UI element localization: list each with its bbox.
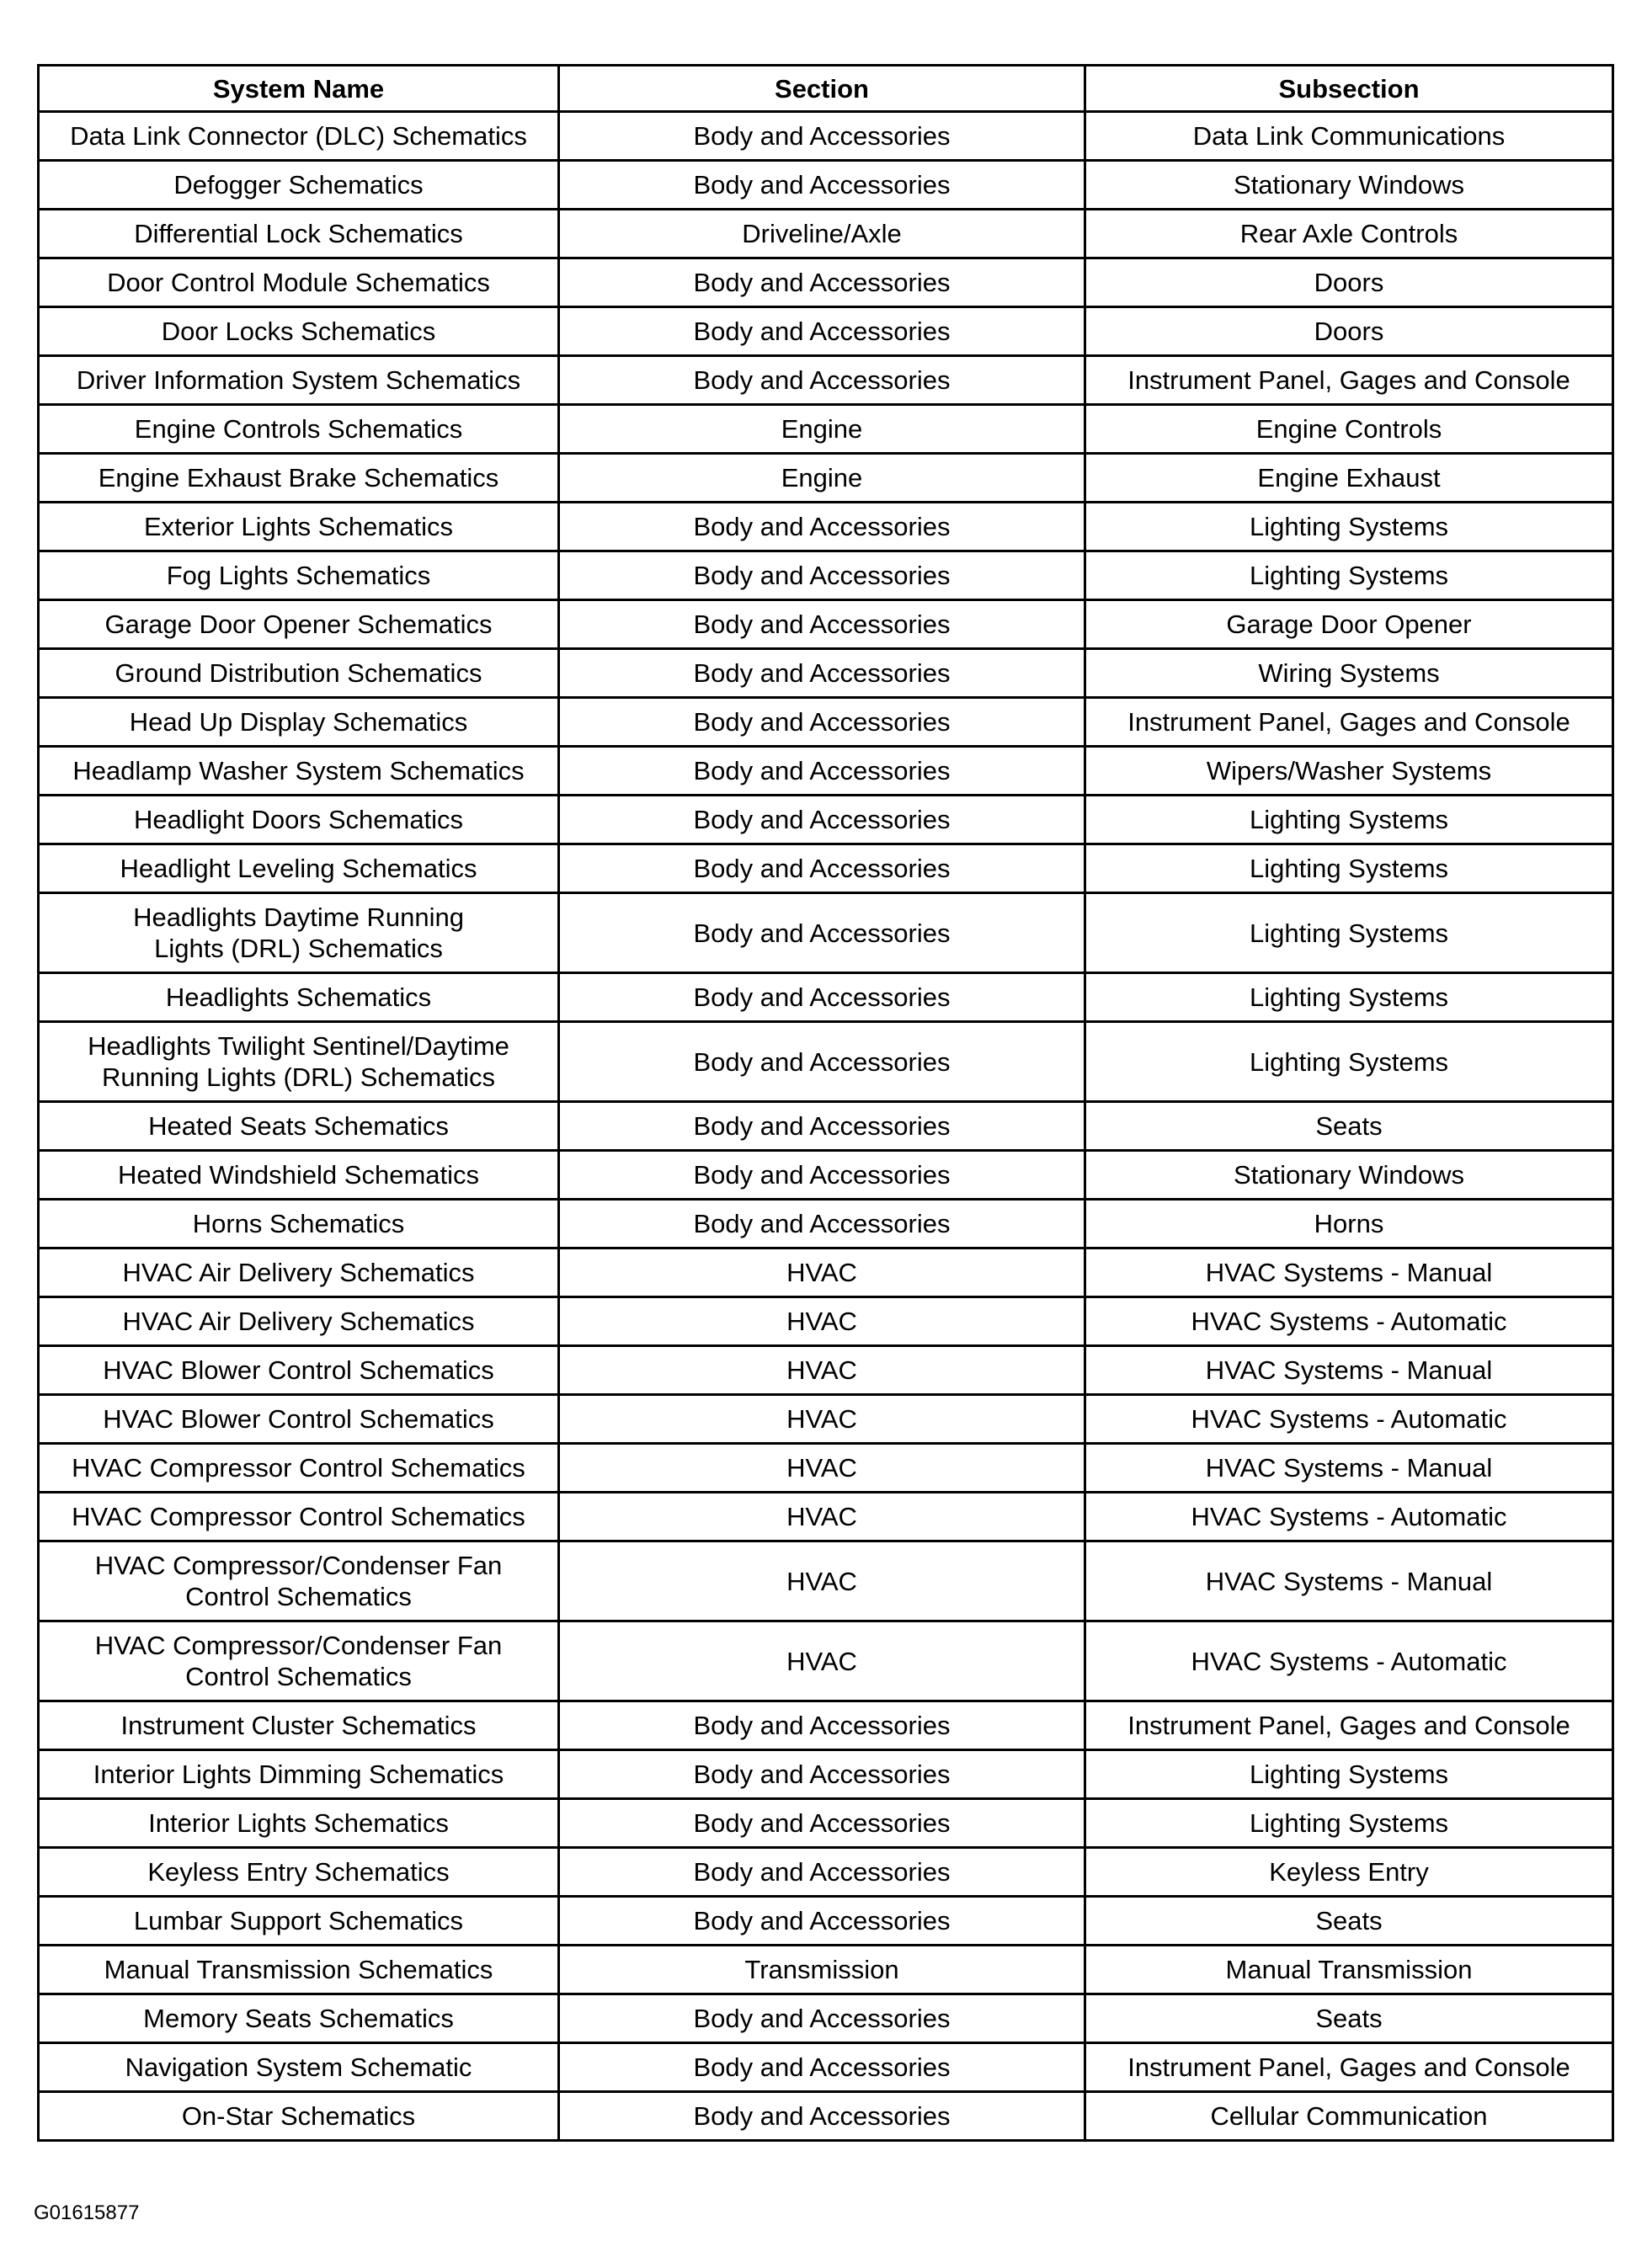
cell-section: Driveline/Axle bbox=[559, 210, 1085, 258]
cell-subsection: Lighting Systems bbox=[1085, 1799, 1613, 1848]
table-row bbox=[39, 405, 1613, 454]
cell-subsection: Seats bbox=[1085, 1994, 1613, 2043]
cell-section: Body and Accessories bbox=[559, 1102, 1085, 1151]
figure-code: G01615877 bbox=[34, 2201, 140, 2224]
header-subsection: Subsection bbox=[1085, 66, 1613, 112]
table-row bbox=[39, 1994, 1613, 2043]
cell-system-name: Ground Distribution Schematics bbox=[39, 649, 559, 698]
cell-subsection: HVAC Systems - Manual bbox=[1085, 1346, 1613, 1395]
table-row bbox=[39, 1444, 1613, 1493]
cell-section: Body and Accessories bbox=[559, 698, 1085, 747]
cell-system-name: HVAC Compressor/Condenser Fan Control Schematics bbox=[39, 1621, 559, 1701]
cell-subsection: Lighting Systems bbox=[1085, 551, 1613, 600]
table-row bbox=[39, 1346, 1613, 1395]
cell-section: Body and Accessories bbox=[559, 1994, 1085, 2043]
cell-system-name: Door Control Module Schematics bbox=[39, 258, 559, 307]
cell-system-name: HVAC Air Delivery Schematics bbox=[39, 1248, 559, 1297]
cell-section: HVAC bbox=[559, 1395, 1085, 1444]
cell-section: HVAC bbox=[559, 1297, 1085, 1346]
cell-section: Engine bbox=[559, 454, 1085, 503]
cell-subsection: Wipers/Washer Systems bbox=[1085, 747, 1613, 796]
header-row bbox=[39, 66, 1613, 112]
cell-section: Body and Accessories bbox=[559, 2043, 1085, 2092]
cell-section: Body and Accessories bbox=[559, 307, 1085, 356]
schematics-table-container bbox=[37, 64, 1612, 2142]
cell-subsection: Engine Exhaust bbox=[1085, 454, 1613, 503]
cell-subsection: Lighting Systems bbox=[1085, 893, 1613, 973]
cell-section: Body and Accessories bbox=[559, 973, 1085, 1022]
cell-subsection: Lighting Systems bbox=[1085, 1750, 1613, 1799]
table-row bbox=[39, 551, 1613, 600]
cell-section: HVAC bbox=[559, 1541, 1085, 1621]
cell-system-name: Memory Seats Schematics bbox=[39, 1994, 559, 2043]
cell-system-name: Door Locks Schematics bbox=[39, 307, 559, 356]
cell-system-name: Headlamp Washer System Schematics bbox=[39, 747, 559, 796]
cell-system-name: Navigation System Schematic bbox=[39, 2043, 559, 2092]
cell-subsection: HVAC Systems - Automatic bbox=[1085, 1395, 1613, 1444]
cell-section: Body and Accessories bbox=[559, 1022, 1085, 1102]
cell-subsection: Cellular Communication bbox=[1085, 2092, 1613, 2141]
cell-section: Body and Accessories bbox=[559, 2092, 1085, 2141]
cell-system-name: Defogger Schematics bbox=[39, 161, 559, 210]
cell-subsection: Manual Transmission bbox=[1085, 1946, 1613, 1994]
schematics-table bbox=[37, 64, 1614, 2142]
cell-system-name: Engine Exhaust Brake Schematics bbox=[39, 454, 559, 503]
cell-section: HVAC bbox=[559, 1493, 1085, 1541]
cell-section: Body and Accessories bbox=[559, 551, 1085, 600]
cell-system-name: Headlights Daytime Running Lights (DRL) Schematics bbox=[39, 893, 559, 973]
cell-system-name: Exterior Lights Schematics bbox=[39, 503, 559, 551]
cell-system-name: Heated Seats Schematics bbox=[39, 1102, 559, 1151]
cell-section: Body and Accessories bbox=[559, 112, 1085, 161]
cell-subsection: Stationary Windows bbox=[1085, 1151, 1613, 1200]
cell-system-name: Head Up Display Schematics bbox=[39, 698, 559, 747]
table-row bbox=[39, 258, 1613, 307]
cell-system-name: Horns Schematics bbox=[39, 1200, 559, 1248]
table-row bbox=[39, 503, 1613, 551]
cell-subsection: Lighting Systems bbox=[1085, 1022, 1613, 1102]
cell-system-name: Driver Information System Schematics bbox=[39, 356, 559, 405]
cell-system-name: Headlight Doors Schematics bbox=[39, 796, 559, 844]
cell-subsection: Wiring Systems bbox=[1085, 649, 1613, 698]
table-row bbox=[39, 1541, 1613, 1621]
table-row bbox=[39, 698, 1613, 747]
cell-section: Body and Accessories bbox=[559, 649, 1085, 698]
cell-subsection: Lighting Systems bbox=[1085, 503, 1613, 551]
cell-section: HVAC bbox=[559, 1346, 1085, 1395]
cell-system-name: Headlight Leveling Schematics bbox=[39, 844, 559, 893]
cell-system-name: Lumbar Support Schematics bbox=[39, 1897, 559, 1946]
table-row bbox=[39, 1151, 1613, 1200]
cell-system-name: Manual Transmission Schematics bbox=[39, 1946, 559, 1994]
cell-system-name: Keyless Entry Schematics bbox=[39, 1848, 559, 1897]
cell-section: Body and Accessories bbox=[559, 161, 1085, 210]
table-row bbox=[39, 1848, 1613, 1897]
table-row bbox=[39, 1102, 1613, 1151]
cell-subsection: HVAC Systems - Automatic bbox=[1085, 1297, 1613, 1346]
table-row bbox=[39, 210, 1613, 258]
table-row bbox=[39, 1022, 1613, 1102]
cell-system-name: Interior Lights Dimming Schematics bbox=[39, 1750, 559, 1799]
cell-system-name: HVAC Blower Control Schematics bbox=[39, 1395, 559, 1444]
cell-system-name: HVAC Air Delivery Schematics bbox=[39, 1297, 559, 1346]
table-row bbox=[39, 112, 1613, 161]
cell-section: Body and Accessories bbox=[559, 844, 1085, 893]
cell-section: Body and Accessories bbox=[559, 1799, 1085, 1848]
table-row bbox=[39, 1946, 1613, 1994]
cell-subsection: Instrument Panel, Gages and Console bbox=[1085, 1701, 1613, 1750]
table-row bbox=[39, 1493, 1613, 1541]
cell-section: HVAC bbox=[559, 1621, 1085, 1701]
cell-system-name: Garage Door Opener Schematics bbox=[39, 600, 559, 649]
table-row bbox=[39, 1701, 1613, 1750]
cell-section: Body and Accessories bbox=[559, 1750, 1085, 1799]
cell-subsection: Doors bbox=[1085, 307, 1613, 356]
table-row bbox=[39, 1750, 1613, 1799]
cell-subsection: Data Link Communications bbox=[1085, 112, 1613, 161]
table-row bbox=[39, 600, 1613, 649]
cell-subsection: Lighting Systems bbox=[1085, 973, 1613, 1022]
cell-section: Body and Accessories bbox=[559, 796, 1085, 844]
cell-subsection: Doors bbox=[1085, 258, 1613, 307]
table-row bbox=[39, 161, 1613, 210]
table-row bbox=[39, 2043, 1613, 2092]
cell-system-name: On-Star Schematics bbox=[39, 2092, 559, 2141]
cell-section: Engine bbox=[559, 405, 1085, 454]
cell-section: Body and Accessories bbox=[559, 503, 1085, 551]
cell-subsection: HVAC Systems - Automatic bbox=[1085, 1621, 1613, 1701]
cell-system-name: Engine Controls Schematics bbox=[39, 405, 559, 454]
cell-subsection: Keyless Entry bbox=[1085, 1848, 1613, 1897]
cell-section: Body and Accessories bbox=[559, 600, 1085, 649]
cell-section: HVAC bbox=[559, 1248, 1085, 1297]
cell-subsection: Seats bbox=[1085, 1102, 1613, 1151]
table-header bbox=[39, 66, 1613, 112]
cell-subsection: HVAC Systems - Automatic bbox=[1085, 1493, 1613, 1541]
table-row bbox=[39, 454, 1613, 503]
cell-system-name: Interior Lights Schematics bbox=[39, 1799, 559, 1848]
cell-system-name: HVAC Compressor Control Schematics bbox=[39, 1493, 559, 1541]
table-row bbox=[39, 1395, 1613, 1444]
table-row bbox=[39, 747, 1613, 796]
cell-system-name: Headlights Schematics bbox=[39, 973, 559, 1022]
cell-section: Body and Accessories bbox=[559, 1701, 1085, 1750]
table-row bbox=[39, 844, 1613, 893]
table-row bbox=[39, 973, 1613, 1022]
cell-system-name: Heated Windshield Schematics bbox=[39, 1151, 559, 1200]
table-row bbox=[39, 796, 1613, 844]
table-row bbox=[39, 2092, 1613, 2141]
table-row bbox=[39, 1297, 1613, 1346]
table-row bbox=[39, 893, 1613, 973]
cell-subsection: Instrument Panel, Gages and Console bbox=[1085, 698, 1613, 747]
cell-section: Body and Accessories bbox=[559, 1200, 1085, 1248]
header-system-name: System Name bbox=[39, 66, 559, 112]
cell-subsection: Engine Controls bbox=[1085, 405, 1613, 454]
cell-subsection: Seats bbox=[1085, 1897, 1613, 1946]
cell-subsection: Rear Axle Controls bbox=[1085, 210, 1613, 258]
cell-subsection: HVAC Systems - Manual bbox=[1085, 1541, 1613, 1621]
table-row bbox=[39, 1621, 1613, 1701]
cell-subsection: HVAC Systems - Manual bbox=[1085, 1444, 1613, 1493]
cell-subsection: Instrument Panel, Gages and Console bbox=[1085, 2043, 1613, 2092]
cell-section: Body and Accessories bbox=[559, 747, 1085, 796]
cell-section: HVAC bbox=[559, 1444, 1085, 1493]
table-row bbox=[39, 1799, 1613, 1848]
cell-subsection: Horns bbox=[1085, 1200, 1613, 1248]
header-section: Section bbox=[559, 66, 1085, 112]
cell-system-name: Data Link Connector (DLC) Schematics bbox=[39, 112, 559, 161]
cell-subsection: Lighting Systems bbox=[1085, 844, 1613, 893]
cell-system-name: HVAC Compressor Control Schematics bbox=[39, 1444, 559, 1493]
cell-section: Body and Accessories bbox=[559, 1151, 1085, 1200]
cell-system-name: Differential Lock Schematics bbox=[39, 210, 559, 258]
table-row bbox=[39, 649, 1613, 698]
table-row bbox=[39, 307, 1613, 356]
cell-section: Body and Accessories bbox=[559, 258, 1085, 307]
cell-system-name: HVAC Blower Control Schematics bbox=[39, 1346, 559, 1395]
table-row bbox=[39, 1248, 1613, 1297]
cell-subsection: Garage Door Opener bbox=[1085, 600, 1613, 649]
cell-subsection: Lighting Systems bbox=[1085, 796, 1613, 844]
cell-system-name: Headlights Twilight Sentinel/Daytime Running Lights (DRL) Schematics bbox=[39, 1022, 559, 1102]
cell-section: Body and Accessories bbox=[559, 1897, 1085, 1946]
cell-system-name: HVAC Compressor/Condenser Fan Control Schematics bbox=[39, 1541, 559, 1621]
table-row bbox=[39, 1897, 1613, 1946]
table-row bbox=[39, 1200, 1613, 1248]
cell-section: Body and Accessories bbox=[559, 893, 1085, 973]
cell-system-name: Fog Lights Schematics bbox=[39, 551, 559, 600]
cell-subsection: HVAC Systems - Manual bbox=[1085, 1248, 1613, 1297]
cell-subsection: Instrument Panel, Gages and Console bbox=[1085, 356, 1613, 405]
table-row bbox=[39, 356, 1613, 405]
cell-system-name: Instrument Cluster Schematics bbox=[39, 1701, 559, 1750]
cell-section: Body and Accessories bbox=[559, 1848, 1085, 1897]
table-body bbox=[39, 112, 1613, 2141]
cell-section: Body and Accessories bbox=[559, 356, 1085, 405]
cell-subsection: Stationary Windows bbox=[1085, 161, 1613, 210]
cell-section: Transmission bbox=[559, 1946, 1085, 1994]
